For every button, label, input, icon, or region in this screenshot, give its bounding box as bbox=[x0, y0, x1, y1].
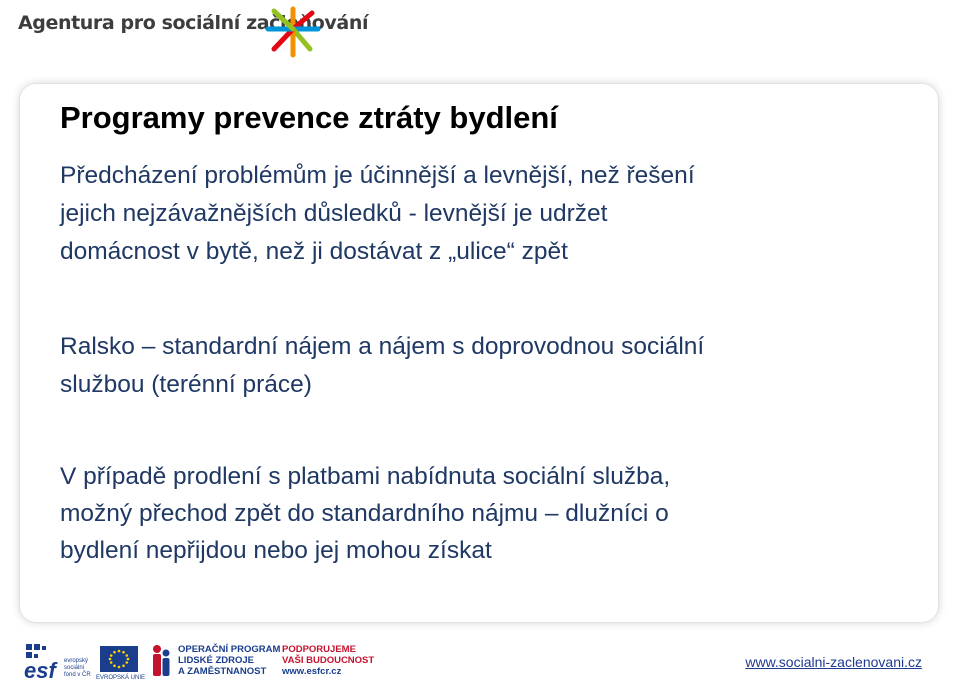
eu-caption: EVROPSKÁ UNIE bbox=[96, 675, 146, 681]
slide-title: Programy prevence ztráty bydlení bbox=[60, 100, 558, 135]
paragraph-line: možný přechod zpět do standardního nájmu – dlužníci o bbox=[60, 500, 669, 527]
footer bbox=[0, 636, 960, 684]
header bbox=[0, 0, 960, 62]
paragraph-line: V případě prodlení s platbami nabídnuta sociální služba, bbox=[60, 463, 671, 490]
paragraph-line: Ralsko – standardní nájem a nájem s doprovodnou sociální bbox=[60, 333, 705, 360]
esf-caption-line: sociální bbox=[64, 665, 85, 671]
esf-caption-line: fond v ČR bbox=[64, 672, 91, 678]
paragraph-line: domácnost v bytě, než ji dostávat z „ulice“ zpět bbox=[60, 238, 568, 265]
svg-text:esf: esf bbox=[24, 658, 56, 682]
esf-caption-line: evropský bbox=[64, 658, 89, 664]
esf-url: www.esfcr.cz bbox=[282, 666, 342, 677]
website-link[interactable]: www.socialni-zaclenovani.cz bbox=[745, 654, 922, 670]
paragraph-line: bydlení nepřijdou nebo jej mohou získat bbox=[60, 537, 492, 564]
opz-program-name bbox=[178, 644, 280, 677]
opz-people-logo-icon bbox=[150, 644, 172, 678]
support-line: VAŠI BUDOUCNOST bbox=[282, 655, 375, 666]
eu-flag-icon bbox=[100, 646, 138, 672]
agency-name: Agentura pro sociální začleňování bbox=[18, 12, 369, 34]
support-line: PODPORUJEME bbox=[282, 644, 356, 655]
opz-line: A ZAMĚSTNANOST bbox=[178, 666, 267, 677]
support-slogan bbox=[282, 644, 374, 677]
esf-caption bbox=[64, 658, 91, 679]
paragraph-prevention bbox=[60, 157, 920, 271]
paragraph-ralsko bbox=[60, 328, 920, 404]
opz-line: LIDSKÉ ZDROJE bbox=[178, 655, 255, 666]
paragraph-line: Předcházení problémům je účinnější a levnější, než řešení bbox=[60, 162, 695, 189]
agency-star-logo-icon bbox=[262, 3, 324, 59]
paragraph-line: jejich nejzávažnějších důsledků - levnější je udržet bbox=[60, 200, 608, 227]
opz-line: OPERAČNÍ PROGRAM bbox=[178, 644, 281, 655]
paragraph-arrears bbox=[60, 458, 920, 569]
paragraph-line: službou (terénní práce) bbox=[60, 371, 312, 398]
